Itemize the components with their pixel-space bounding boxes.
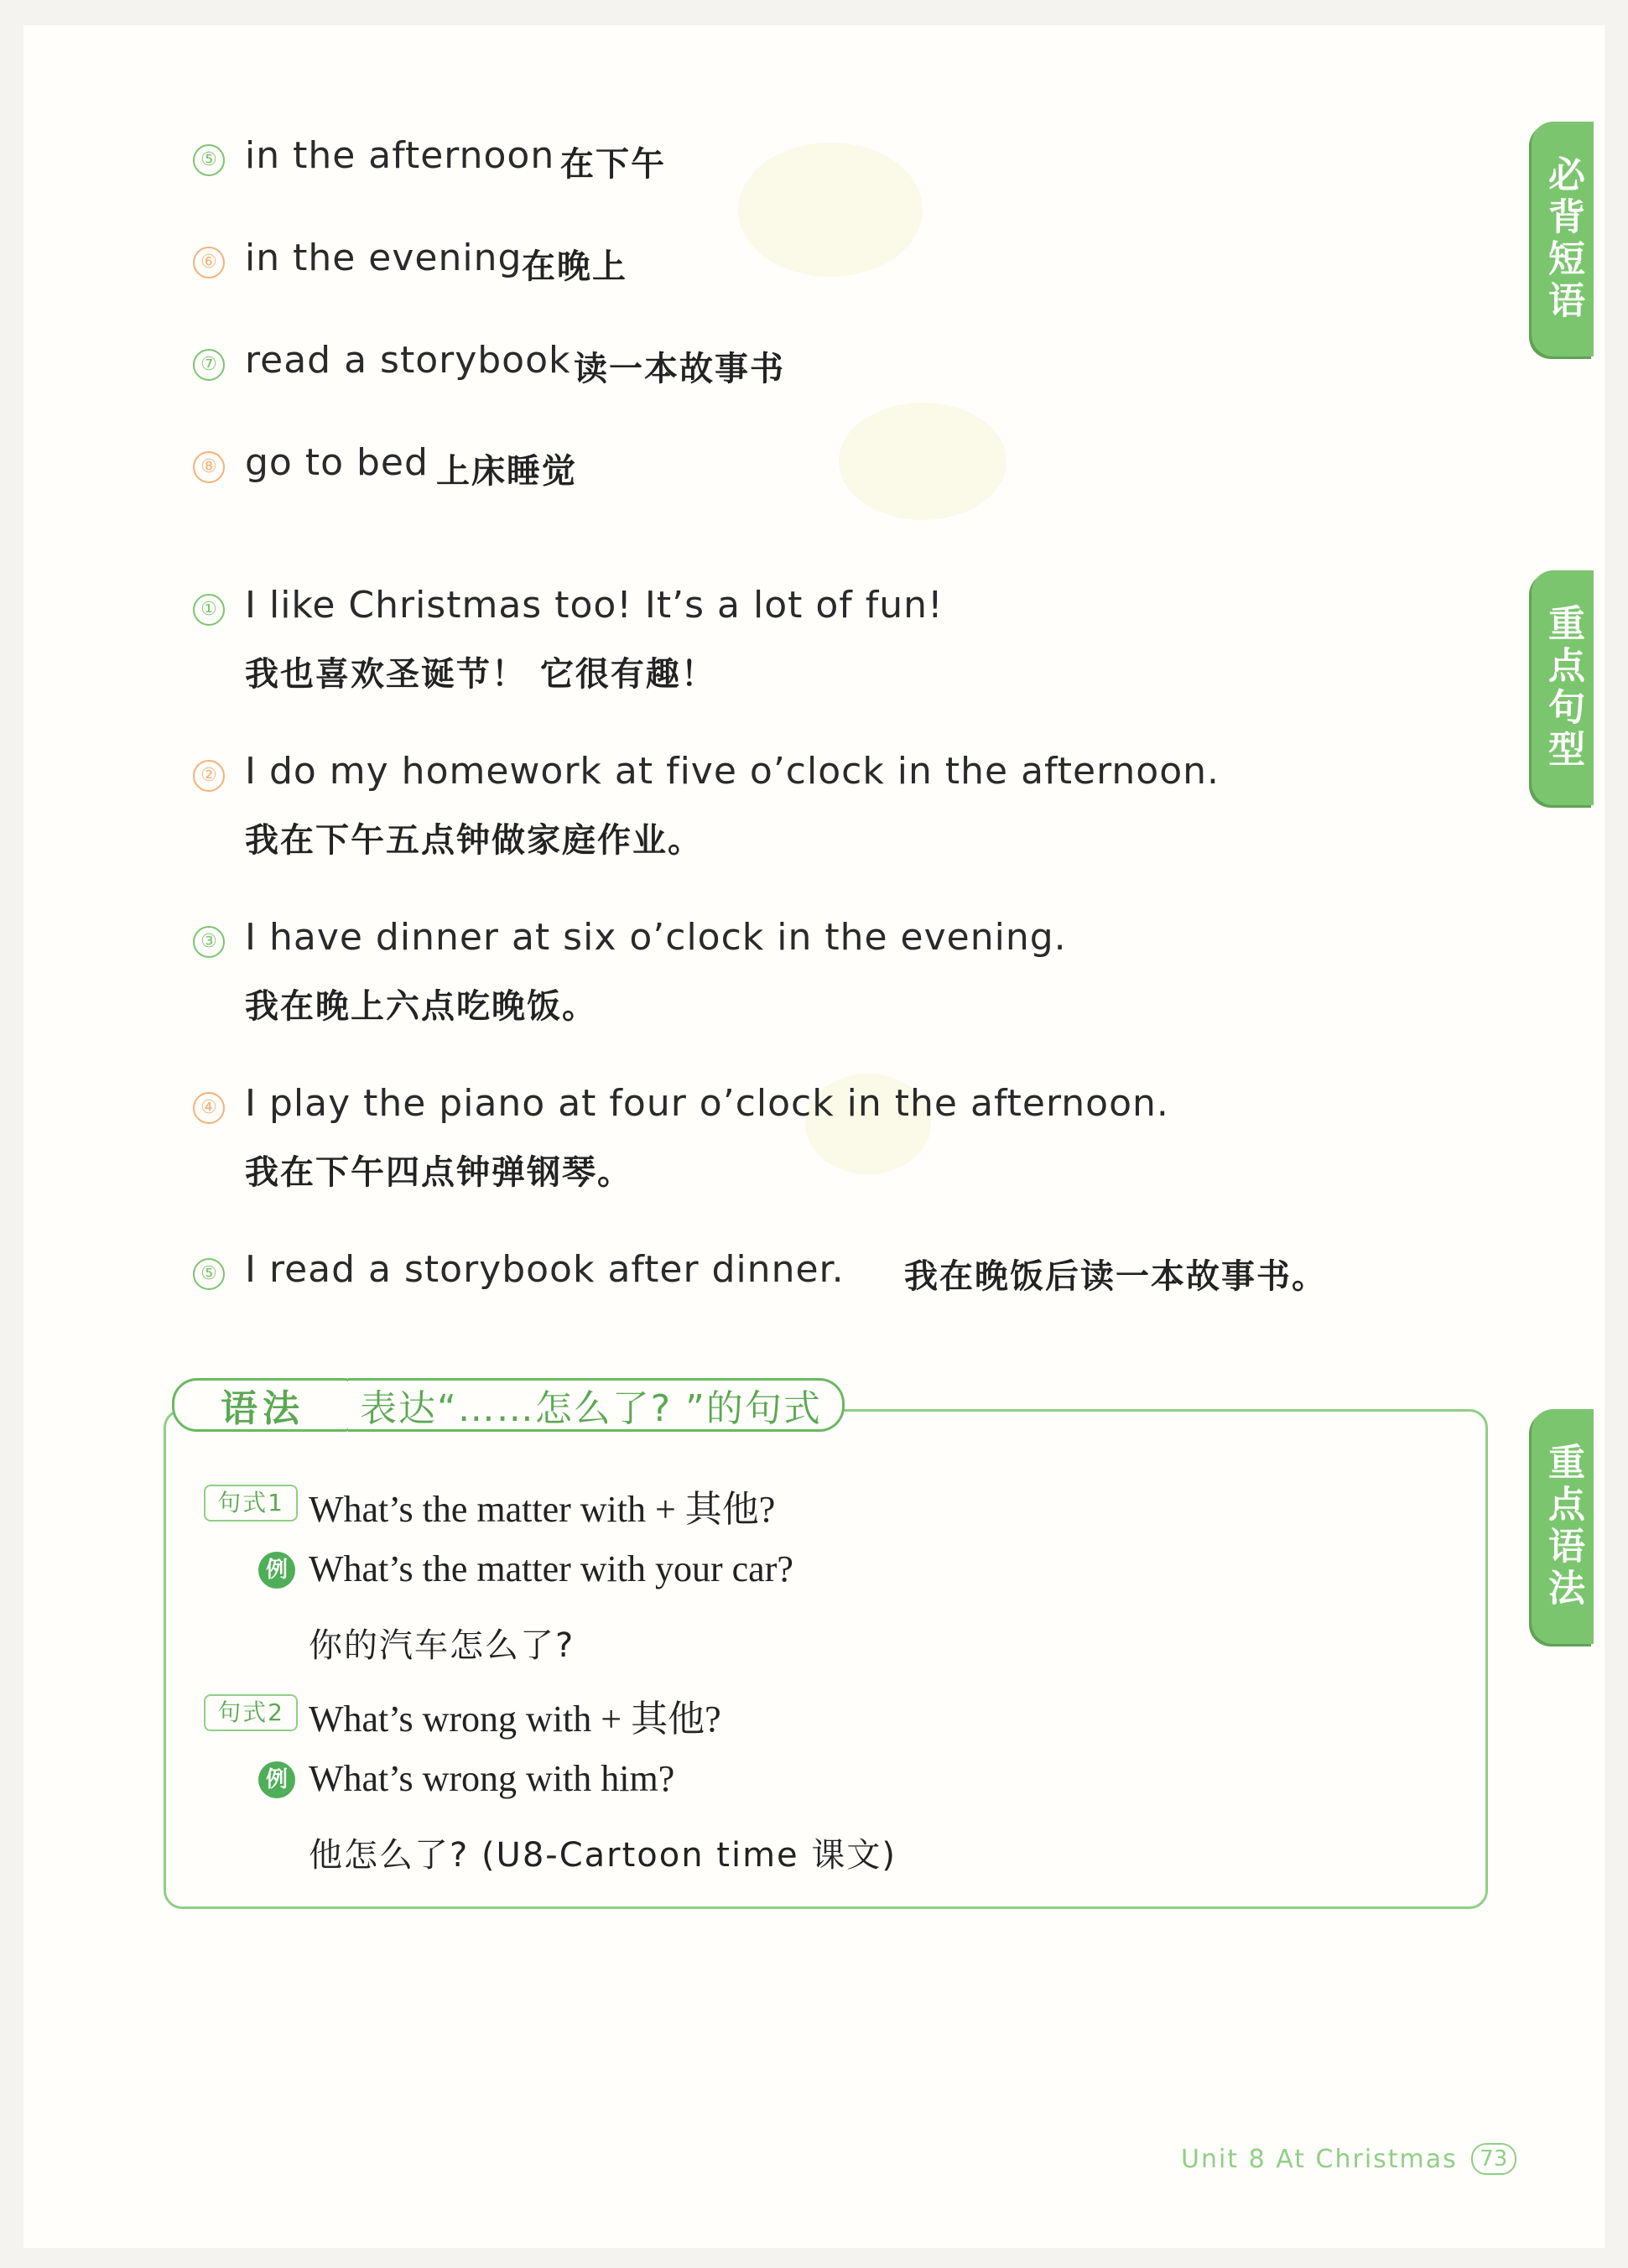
example-english: What’s the matter with your car? — [309, 1548, 793, 1589]
pattern-tag: 句式1 — [204, 1485, 298, 1522]
sentence-chinese: 我在晚饭后读一本故事书。 — [904, 1257, 1327, 1296]
phrase-english: go to bed — [245, 441, 429, 484]
side-tab-label: 必背短语 — [1542, 155, 1584, 323]
pattern-formula: What’s wrong with + 其他? — [309, 1698, 721, 1740]
pattern-tag: 句式2 — [204, 1694, 298, 1731]
pattern-formula: What’s the matter with + 其他? — [309, 1489, 776, 1530]
sentence-number: ⑤ — [193, 1258, 225, 1290]
phrase-chinese: 在晚上 — [522, 247, 627, 286]
grammar-title-wrap — [348, 1378, 845, 1432]
phrase-number: ⑥ — [193, 247, 225, 278]
sentence-english: I read a storybook after dinner. — [245, 1248, 845, 1291]
sentence-chinese: 我在下午五点钟做家庭作业。 — [245, 821, 703, 860]
grammar-header — [172, 1379, 845, 1431]
phrase-number: ⑧ — [193, 451, 225, 483]
page-footer — [1181, 2143, 1516, 2175]
example-badge: 例 — [258, 1552, 295, 1589]
sentence-chinese: 我在下午四点钟弹钢琴。 — [245, 1153, 632, 1192]
side-tab-sentences[interactable] — [1532, 570, 1594, 805]
decor-blob — [738, 143, 923, 277]
phrase-chinese: 上床睡觉 — [436, 452, 577, 491]
sentence-number: ① — [193, 594, 225, 626]
side-tab-phrases[interactable] — [1532, 122, 1594, 356]
phrase-english: in the afternoon — [245, 134, 555, 177]
sentence-number: ③ — [193, 926, 225, 958]
phrase-number: ⑦ — [193, 349, 225, 381]
grammar-title: 表达“……怎么了? ”的句式 — [360, 1387, 822, 1430]
side-tab-label: 重点语法 — [1542, 1443, 1584, 1610]
sentence-chinese: 我在晚上六点吃晚饭。 — [245, 987, 597, 1026]
decor-blob — [839, 403, 1006, 520]
phrase-english: read a storybook — [245, 339, 571, 382]
grammar-label: 语法 — [172, 1378, 353, 1432]
footer-unit: Unit 8 At Christmas — [1181, 2144, 1458, 2174]
phrase-chinese: 在下午 — [560, 145, 666, 184]
example-badge: 例 — [258, 1761, 295, 1798]
sentence-english: I play the piano at four o’clock in the afternoon. — [245, 1082, 1169, 1125]
sentence-english: I like Christmas too! It’s a lot of fun! — [245, 584, 944, 627]
sentence-chinese: 我也喜欢圣诞节！ 它很有趣！ — [245, 655, 716, 694]
sentence-number: ④ — [193, 1092, 225, 1124]
phrase-chinese: 读一本故事书 — [574, 350, 785, 388]
example-chinese: 他怎么了? (U8-Cartoon time 课文) — [309, 1836, 897, 1875]
side-tab-grammar[interactable] — [1532, 1409, 1594, 1644]
example-english: What’s wrong with him? — [309, 1758, 675, 1799]
phrase-english: in the evening — [245, 237, 523, 279]
sentence-english: I have dinner at six o’clock in the evening. — [245, 916, 1067, 959]
phrase-number: ⑤ — [193, 144, 225, 176]
sentence-number: ② — [193, 760, 225, 792]
page-number: 73 — [1471, 2143, 1516, 2175]
side-tab-label: 重点句型 — [1542, 604, 1584, 772]
example-chinese: 你的汽车怎么了? — [309, 1626, 575, 1665]
sentence-english: I do my homework at five o’clock in the afternoon. — [245, 750, 1220, 793]
